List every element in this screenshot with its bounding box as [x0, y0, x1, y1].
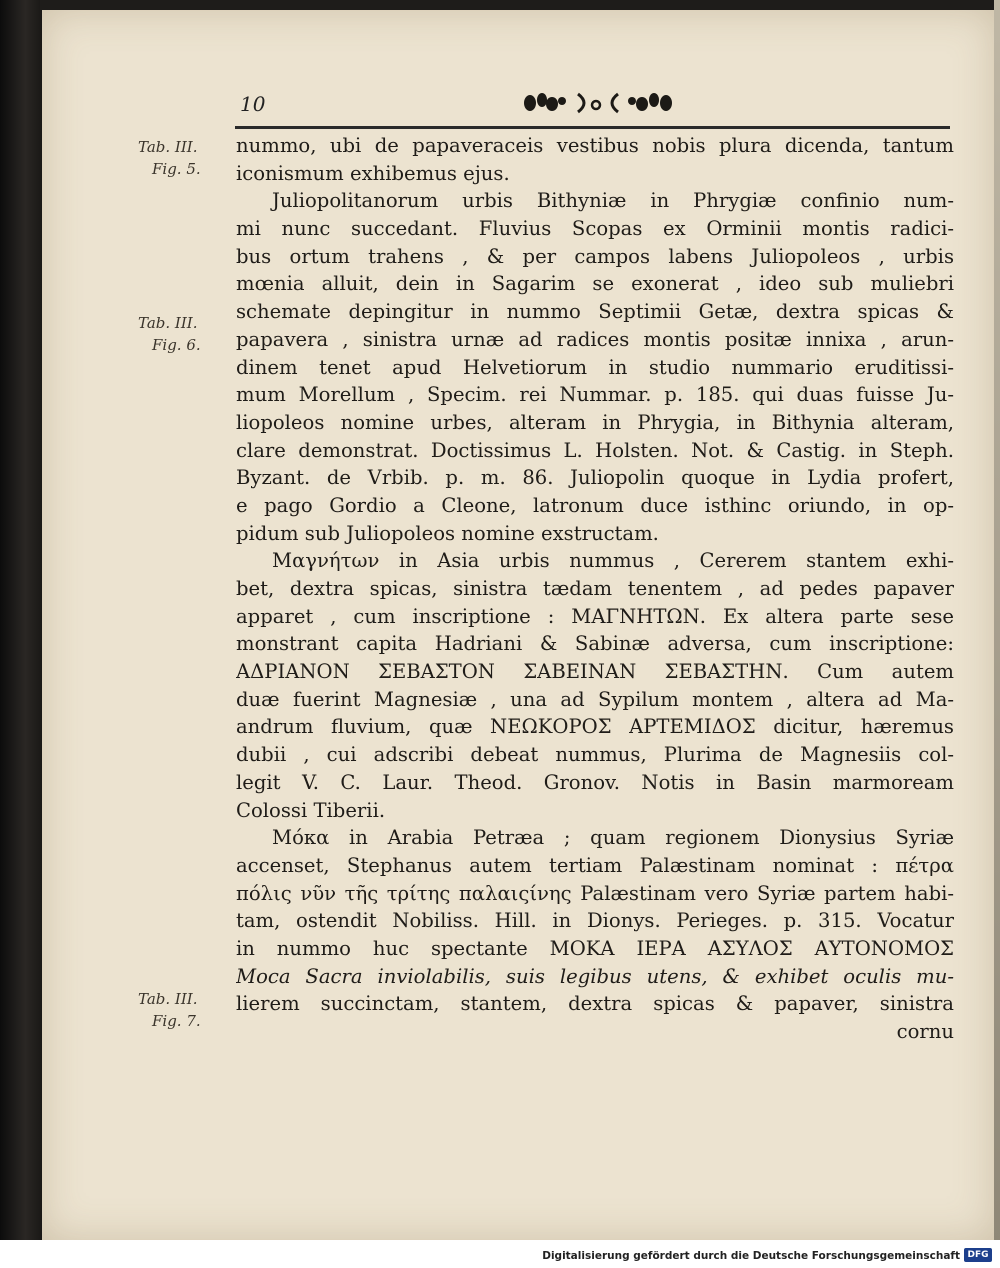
text-line: mum Morellum , Specim. rei Nummar. p. 185. qui duas fuisse Ju-: [236, 383, 954, 407]
text-line: e pago Gordio a Cleone, latronum duce isthinc oriundo, in op-: [236, 493, 954, 517]
text-line: Byzant. de Vrbib. p. m. 86. Juliopolin quoque in Lydia profert,: [236, 466, 954, 490]
text-line: Μαγνήτων in Asia urbis nummus , Cererem stantem exhi-: [272, 549, 954, 573]
text-line: monstrant capita Hadriani & Sabinæ adversa, cum inscriptione:: [236, 632, 954, 656]
text-line: accenset, Stephanus autem tertiam Palæstinam nominat : πέτρα: [236, 853, 954, 877]
text-line: ΑΔΡΙΑΝΟΝ ΣΕΒΑΣΤΟΝ ΣΑΒΕΙΝΑΝ ΣΕΒΑΣΤΗΝ. Cum autem: [236, 660, 954, 684]
text-line: Colossi Tiberii.: [236, 798, 386, 822]
digitization-credit: Digitalisierung gefördert durch die Deutsche Forschungsgemeinschaft: [542, 1250, 960, 1262]
text-line: pidum sub Juliopoleos nomine exstructam.: [236, 521, 659, 545]
header-rule: [235, 126, 950, 129]
margin-note-fig: Fig. 6.: [152, 336, 201, 354]
margin-note-tab: Tab. III.: [138, 314, 198, 332]
text-line: clare demonstrat. Doctissimus L. Holsten. Not. & Castig. in Steph.: [236, 438, 954, 462]
catchword: cornu: [896, 1020, 954, 1043]
text-line: πόλις νῦν τῆς τρίτης παλαιςίνης Palæstinam vero Syriæ partem habi-: [236, 881, 954, 905]
body-text: [236, 132, 954, 1046]
page-fore-edge: [994, 0, 1000, 1245]
margin-note-tab3-fig5: [138, 136, 218, 180]
text-line: duæ fuerint Magnesiæ , una ad Sypilum montem , altera ad Ma-: [236, 687, 954, 711]
text-line: nummo, ubi de papaveraceis vestibus nobis plura dicenda, tantum: [236, 134, 954, 157]
text-line: in nummo huc spectante ΜΟΚΑ ΙΕΡΑ ΑΣΥΛΟΣ ΑΥΤΟΝΟΜΟΣ: [236, 936, 954, 960]
margin-note-fig: Fig. 7.: [152, 1012, 201, 1030]
text-line: dinem tenet apud Helvetiorum in studio nummario eruditissi-: [236, 355, 954, 379]
text-line: dubii , cui adscribi debeat nummus, Plurima de Magnesiis col-: [236, 743, 954, 767]
text-line: tam, ostendit Nobiliss. Hill. in Dionys. Perieges. p. 315. Vocatur: [236, 909, 954, 933]
text-line: mœnia alluit, dein in Sagarim se exonerat , ideo sub muliebri: [236, 272, 954, 296]
text-line: apparet , cum inscriptione : ΜΑΓΝΗΤΩΝ. Ex altera parte sese: [236, 604, 954, 628]
margin-note-fig: Fig. 5.: [152, 160, 201, 178]
page-number: 10: [240, 92, 266, 116]
text-line: mi nunc succedant. Fluvius Scopas ex Orminii montis radici-: [236, 217, 954, 241]
text-line: Moca Sacra inviolabilis, suis legibus utens, & exhibet oculis mu-: [236, 964, 954, 988]
text-line: andrum fluvium, quæ ΝΕΩΚΟΡΟΣ ΑΡΤΕΜΙΔΟΣ dicitur, hæremus: [236, 715, 954, 739]
text-line: Juliopolitanorum urbis Bithyniæ in Phrygiæ confinio num-: [272, 189, 954, 213]
text-line: bus ortum trahens , & per campos labens Juliopoleos , urbis: [236, 244, 954, 268]
margin-note-tab3-fig6: [138, 312, 218, 356]
scan-top-edge: [40, 0, 1000, 10]
text-line: Μόκα in Arabia Petræa ; quam regionem Dionysius Syriæ: [272, 826, 954, 850]
book-spine-edge: [0, 0, 42, 1268]
text-line: liopoleos nomine urbes, alteram in Phrygia, in Bithynia alteram,: [236, 410, 954, 434]
text-line: bet, dextra spicas, sinistra tædam tenentem , ad pedes papaver: [236, 577, 954, 600]
margin-note-tab: Tab. III.: [138, 990, 198, 1008]
text-line: legit V. C. Laur. Theod. Gronov. Notis in Basin marmoream: [236, 770, 954, 794]
text-line: papavera , sinistra urnæ ad radices montis positæ innixa , arun-: [236, 327, 954, 351]
margin-note-tab: Tab. III.: [138, 138, 198, 156]
margin-note-tab3-fig7: [138, 988, 218, 1032]
text-line: lierem succinctam, stantem, dextra spicas & papaver, sinistra: [236, 992, 954, 1016]
text-line: iconismum exhibemus ejus.: [236, 161, 510, 185]
dfg-logo-icon: DFG: [964, 1248, 992, 1262]
text-line: schemate depingitur in nummo Septimii Getæ, dextra spicas &: [236, 300, 954, 324]
ornament-vignette-icon: [520, 88, 680, 118]
